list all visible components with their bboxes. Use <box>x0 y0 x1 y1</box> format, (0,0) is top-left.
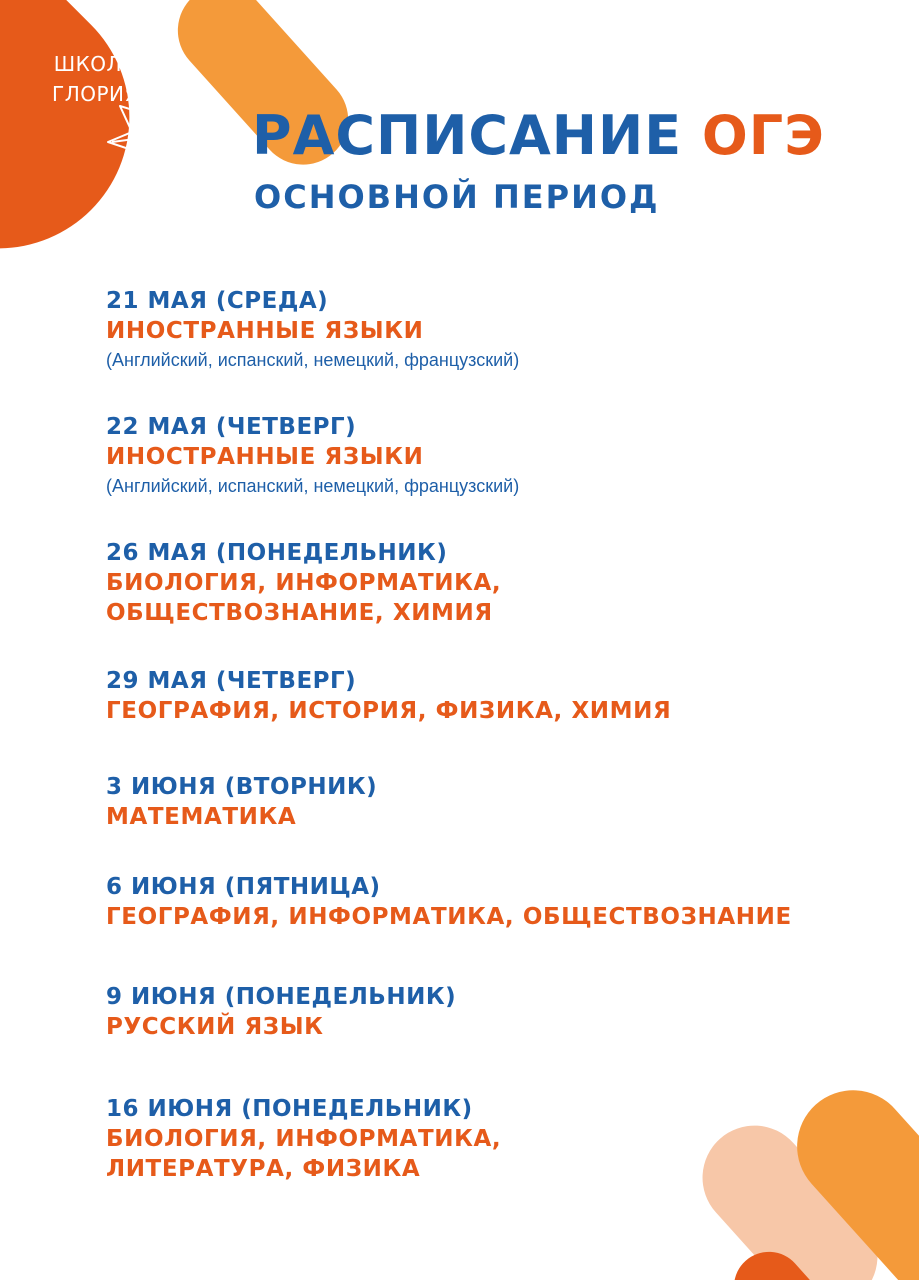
schedule-entry <box>106 772 377 832</box>
schedule-entry <box>106 538 501 628</box>
exam-date: 29 МАЯ (ЧЕТВЕРГ) <box>106 668 357 694</box>
exam-subjects-line-2: ЛИТЕРАТУРА, ФИЗИКА <box>106 1156 421 1182</box>
exam-note: (Английский, испанский, немецкий, французский) <box>106 476 520 496</box>
maple-leaf-icon <box>98 56 218 186</box>
exam-note: (Английский, испанский, немецкий, французский) <box>106 350 520 370</box>
exam-subjects: ГЕОГРАФИЯ, ИНФОРМАТИКА, ОБЩЕСТВОЗНАНИЕ <box>106 904 792 930</box>
exam-subjects-line-1: БИОЛОГИЯ, ИНФОРМАТИКА, <box>106 570 502 596</box>
exam-subjects: МАТЕМАТИКА <box>106 804 297 830</box>
exam-subjects-line-2: ОБЩЕСТВОЗНАНИЕ, ХИМИЯ <box>106 600 493 626</box>
schedule-entry <box>106 872 792 932</box>
title-oge: ОГЭ <box>701 104 825 167</box>
logo-line-1: ШКОЛА <box>53 52 137 76</box>
schedule-entry <box>106 412 519 500</box>
schedule-entry <box>106 982 456 1042</box>
schedule-entry <box>106 286 519 374</box>
exam-date: 22 МАЯ (ЧЕТВЕРГ) <box>106 414 357 440</box>
exam-subjects: ГЕОГРАФИЯ, ИСТОРИЯ, ФИЗИКА, ХИМИЯ <box>106 698 672 724</box>
exam-date: 26 МАЯ (ПОНЕДЕЛЬНИК) <box>106 540 448 566</box>
exam-date: 9 ИЮНЯ (ПОНЕДЕЛЬНИК) <box>106 984 457 1010</box>
page-title <box>252 104 825 168</box>
exam-date: 21 МАЯ (СРЕДА) <box>106 288 329 314</box>
exam-subjects: ИНОСТРАННЫЕ ЯЗЫКИ <box>106 444 424 470</box>
exam-date: 16 ИЮНЯ (ПОНЕДЕЛЬНИК) <box>106 1096 473 1122</box>
schedule-entry <box>106 1094 501 1184</box>
exam-subjects: РУССКИЙ ЯЗЫК <box>106 1014 324 1040</box>
schedule-entry <box>106 666 671 726</box>
title-schedule: РАСПИСАНИЕ <box>252 104 683 167</box>
exam-date: 6 ИЮНЯ (ПЯТНИЦА) <box>106 874 381 900</box>
exam-date: 3 ИЮНЯ (ВТОРНИК) <box>106 774 378 800</box>
exam-subjects-line-1: БИОЛОГИЯ, ИНФОРМАТИКА, <box>106 1126 502 1152</box>
logo-line-2: ГЛОРИЯ <box>52 82 139 106</box>
exam-subjects: ИНОСТРАННЫЕ ЯЗЫКИ <box>106 318 424 344</box>
page-subtitle: ОСНОВНОЙ ПЕРИОД <box>254 178 660 216</box>
